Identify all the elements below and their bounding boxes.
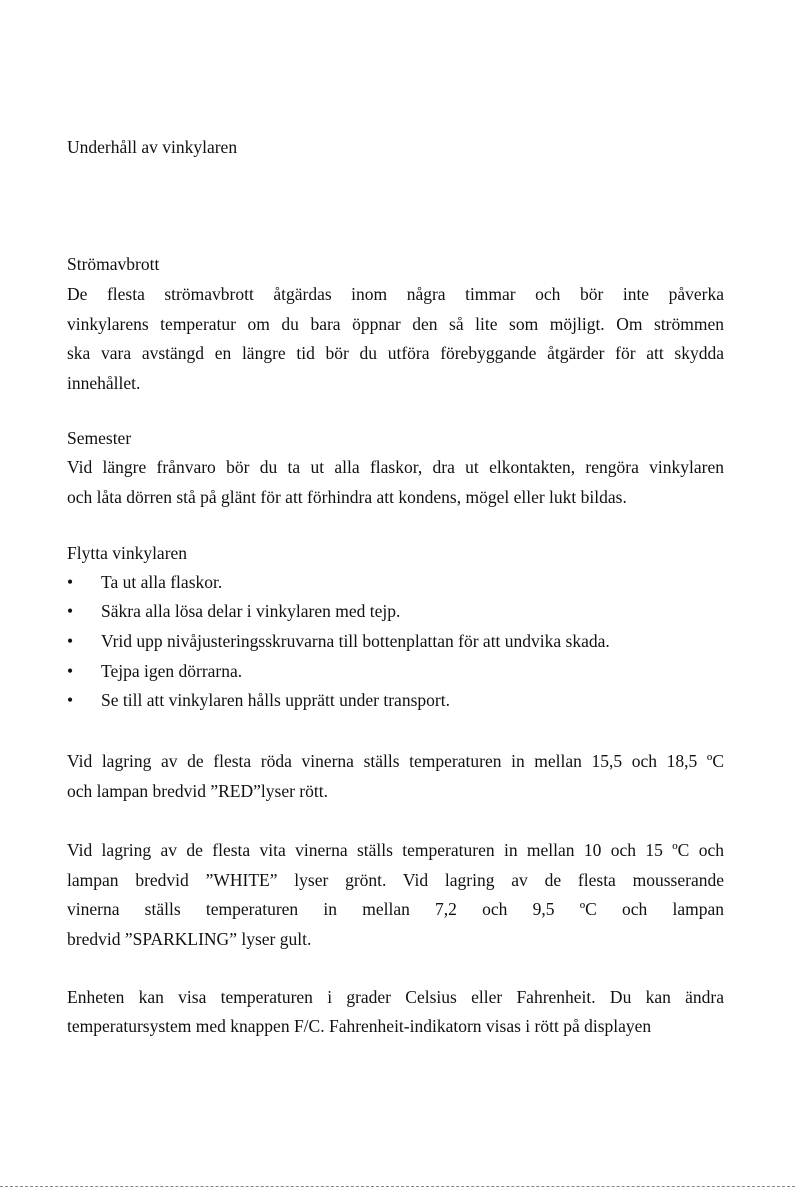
- bullet-icon: •: [67, 661, 74, 681]
- paragraph-line: Vid lagring av de flesta vita vinerna ställs temperaturen in mellan 10 och 15 ºC och: [67, 840, 724, 860]
- paragraph-line: ska vara avstängd en längre tid bör du utföra förebyggande åtgärder för att skydda: [67, 343, 724, 363]
- section-heading-moving: Flytta vinkylaren: [67, 543, 188, 563]
- paragraph-line: innehållet.: [67, 373, 141, 393]
- paragraph-line: och lampan bredvid ”RED”lyser rött.: [67, 781, 328, 801]
- section-heading-power: Strömavbrott: [67, 254, 160, 274]
- page-bottom-edge: [0, 1186, 795, 1191]
- list-item-text: Vrid upp nivåjusteringsskruvarna till bottenplattan för att undvika skada.: [101, 631, 610, 651]
- list-item-text: Ta ut alla flaskor.: [101, 572, 223, 592]
- paragraph-line: Enheten kan visa temperaturen i grader Celsius eller Fahrenheit. Du kan ändra: [67, 987, 724, 1007]
- list-item-text: Se till att vinkylaren hålls upprätt under transport.: [101, 690, 450, 710]
- section-heading-vacation: Semester: [67, 428, 132, 448]
- bullet-icon: •: [67, 631, 74, 651]
- paragraph-line: temperatursystem med knappen F/C. Fahrenheit-indikatorn visas i rött på displayen: [67, 1016, 652, 1036]
- paragraph-line: lampan bredvid ”WHITE” lyser grönt. Vid lagring av de flesta mousserande: [67, 870, 724, 890]
- list-item-text: Tejpa igen dörrarna.: [101, 661, 243, 681]
- paragraph-line: Vid längre frånvaro bör du ta ut alla flaskor, dra ut elkontakten, rengöra vinkylaren: [67, 457, 724, 477]
- list-item-text: Säkra alla lösa delar i vinkylaren med tejp.: [101, 601, 401, 621]
- bullet-icon: •: [67, 572, 74, 592]
- page-title: Underhåll av vinkylaren: [67, 137, 238, 157]
- paragraph-line: och låta dörren stå på glänt för att förhindra att kondens, mögel eller lukt bildas.: [67, 487, 627, 507]
- paragraph-line: bredvid ”SPARKLING” lyser gult.: [67, 929, 312, 949]
- paragraph-line: De flesta strömavbrott åtgärdas inom några timmar och bör inte påverka: [67, 284, 724, 304]
- bullet-icon: •: [67, 690, 74, 710]
- paragraph-line: vinkylarens temperatur om du bara öppnar den så lite som möjligt. Om strömmen: [67, 314, 724, 334]
- paragraph-line: Vid lagring av de flesta röda vinerna ställs temperaturen in mellan 15,5 och 18,5 ºC: [67, 751, 724, 771]
- bullet-icon: •: [67, 601, 74, 621]
- paragraph-line: vinerna ställs temperaturen in mellan 7,2 och 9,5 ºC och lampan: [67, 899, 724, 919]
